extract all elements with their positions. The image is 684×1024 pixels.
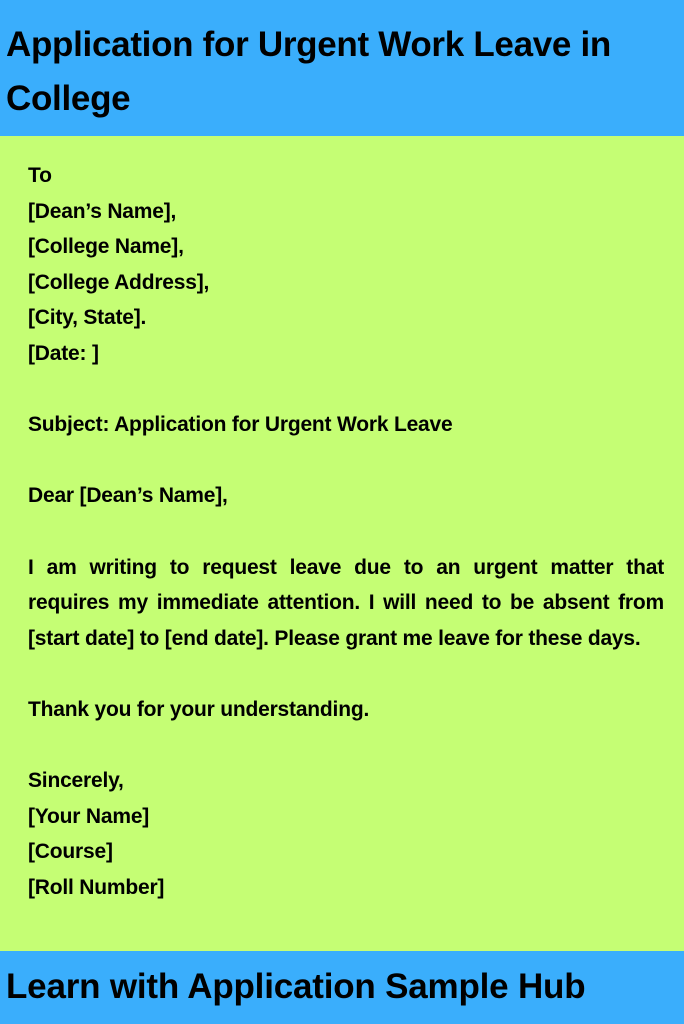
letter-closing: Sincerely, [28, 769, 124, 793]
title-banner [0, 0, 684, 136]
spacer [28, 443, 664, 479]
spacer [28, 656, 664, 692]
letter-subject: Subject: Application for Urgent Work Leave [28, 413, 453, 437]
signature-your-name: [Your Name] [28, 804, 150, 828]
spacer [28, 372, 664, 408]
letter-date: [Date: ] [28, 341, 99, 365]
recipient-college-name: [College Name], [28, 235, 184, 259]
signature-roll-number: [Roll Number] [28, 875, 165, 899]
footer-text: Learn with Application Sample Hub [6, 967, 586, 1006]
letter-salutation: Dear [Dean’s Name], [28, 484, 228, 508]
recipient-city-state: [City, State]. [28, 306, 147, 330]
recipient-block [28, 158, 664, 372]
recipient-to: To [28, 164, 52, 187]
letter-body-paragraph: I am writing to request leave due to an urgent matter that requires my immediate attention. I will need to be absent from [start date] to [end date]. Please grant me leave for these days. [28, 555, 664, 650]
recipient-college-address: [College Address], [28, 270, 210, 294]
signature-block [28, 763, 664, 905]
spacer [28, 728, 664, 764]
spacer [28, 514, 664, 550]
recipient-dean-name: [Dean’s Name], [28, 199, 177, 223]
page-title: Application for Urgent Work Leave in College [6, 25, 612, 118]
signature-course: [Course] [28, 840, 113, 864]
footer-banner [0, 951, 684, 1024]
letter-body [0, 136, 684, 951]
letter-thanks: Thank you for your understanding. [28, 697, 370, 721]
